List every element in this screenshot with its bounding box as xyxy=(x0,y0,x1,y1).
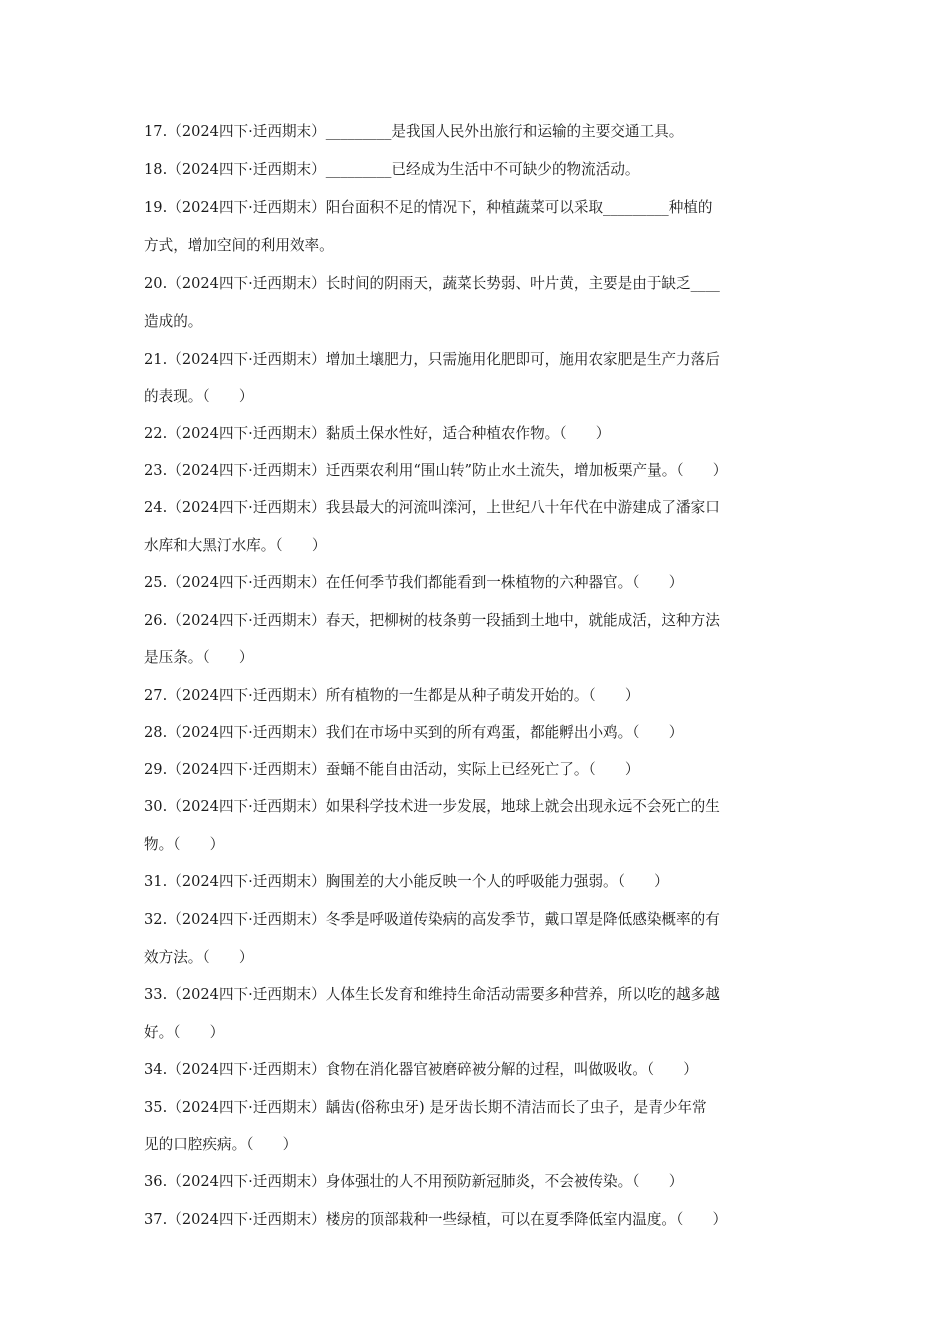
question-first-line xyxy=(144,910,810,930)
question-text: 人体生长发育和维持生命活动需要多种营养，所以吃的越多越 xyxy=(325,986,720,1003)
question-number: 29. xyxy=(144,761,168,778)
question-text: 龋齿(俗称虫牙) 是牙齿长期不清洁而长了虫子，是青少年常 xyxy=(325,1099,707,1116)
question-source: （2024四下·迁西期末） xyxy=(167,351,326,368)
question-text: 所有植物的一生都是从种子萌发开始的。（ ） xyxy=(325,687,640,704)
question-text: 物。（ ） xyxy=(144,836,225,853)
question-text: _________已经成为生活中不可缺少的物流活动。 xyxy=(325,161,640,178)
question-number: 24. xyxy=(144,499,168,516)
question-continuation-line xyxy=(144,236,810,256)
question-first-line xyxy=(144,686,810,706)
question-number: 17. xyxy=(144,123,168,140)
question-continuation-line xyxy=(144,1023,810,1043)
question-source: （2024四下·迁西期末） xyxy=(167,123,326,140)
question-source: （2024四下·迁西期末） xyxy=(167,687,326,704)
question-number: 31. xyxy=(144,873,168,890)
question-number: 37. xyxy=(144,1211,168,1228)
question-number: 27. xyxy=(144,687,168,704)
question-number: 25. xyxy=(144,574,168,591)
question-continuation-line xyxy=(144,387,810,407)
question-source: （2024四下·迁西期末） xyxy=(167,911,326,928)
question-first-line xyxy=(144,424,810,444)
question-number: 28. xyxy=(144,724,168,741)
question-text: 我县最大的河流叫滦河，上世纪八十年代在中游建成了潘家口 xyxy=(325,499,720,516)
question-first-line xyxy=(144,1060,810,1080)
question-source: （2024四下·迁西期末） xyxy=(167,199,326,216)
question-source: （2024四下·迁西期末） xyxy=(167,1099,326,1116)
question-text: 胸围差的大小能反映一个人的呼吸能力强弱。（ ） xyxy=(325,873,669,890)
question-number: 21. xyxy=(144,351,168,368)
question-text: 见的口腔疾病。（ ） xyxy=(144,1136,298,1153)
question-continuation-line xyxy=(144,948,810,968)
question-number: 23. xyxy=(144,462,168,479)
question-source: （2024四下·迁西期末） xyxy=(167,499,326,516)
question-first-line xyxy=(144,797,810,817)
question-first-line xyxy=(144,198,810,218)
question-number: 32. xyxy=(144,911,168,928)
question-first-line xyxy=(144,274,810,294)
question-first-line xyxy=(144,760,810,780)
question-number: 19. xyxy=(144,199,168,216)
question-number: 18. xyxy=(144,161,168,178)
question-source: （2024四下·迁西期末） xyxy=(167,724,326,741)
question-first-line xyxy=(144,611,810,631)
question-number: 35. xyxy=(144,1099,168,1116)
question-source: （2024四下·迁西期末） xyxy=(167,425,326,442)
question-first-line xyxy=(144,872,810,892)
question-first-line xyxy=(144,1210,810,1230)
question-continuation-line xyxy=(144,835,810,855)
question-text: 冬季是呼吸道传染病的高发季节，戴口罩是降低感染概率的有 xyxy=(325,911,720,928)
question-text: 造成的。 xyxy=(144,313,203,330)
question-number: 20. xyxy=(144,275,168,292)
question-text: 身体强壮的人不用预防新冠肺炎，不会被传染。（ ） xyxy=(325,1173,684,1190)
question-first-line xyxy=(144,573,810,593)
question-source: （2024四下·迁西期末） xyxy=(167,275,326,292)
question-source: （2024四下·迁西期末） xyxy=(167,612,326,629)
question-source: （2024四下·迁西期末） xyxy=(167,798,326,815)
question-first-line xyxy=(144,723,810,743)
question-source: （2024四下·迁西期末） xyxy=(167,761,326,778)
question-first-line xyxy=(144,498,810,518)
question-text: 我们在市场中买到的所有鸡蛋，都能孵出小鸡。（ ） xyxy=(325,724,684,741)
question-number: 36. xyxy=(144,1173,168,1190)
question-source: （2024四下·迁西期末） xyxy=(167,1211,326,1228)
question-text: 食物在消化器官被磨碎被分解的过程，叫做吸收。（ ） xyxy=(325,1061,698,1078)
question-text: 方式，增加空间的利用效率。 xyxy=(144,237,334,254)
question-text: 增加土壤肥力，只需施用化肥即可，施用农家肥是生产力落后 xyxy=(325,351,720,368)
question-first-line xyxy=(144,1172,810,1192)
question-text: 黏质土保水性好，适合种植农作物。（ ） xyxy=(325,425,611,442)
question-text: 如果科学技术进一步发展，地球上就会出现永远不会死亡的生 xyxy=(325,798,720,815)
question-source: （2024四下·迁西期末） xyxy=(167,462,326,479)
question-text: 水库和大黑汀水库。（ ） xyxy=(144,537,327,554)
question-first-line xyxy=(144,461,810,481)
question-source: （2024四下·迁西期末） xyxy=(167,574,326,591)
question-number: 22. xyxy=(144,425,168,442)
question-text: 是压条。（ ） xyxy=(144,649,254,666)
question-first-line xyxy=(144,350,810,370)
question-text: _________是我国人民外出旅行和运输的主要交通工具。 xyxy=(325,123,684,140)
question-text: 好。（ ） xyxy=(144,1024,225,1041)
question-text: 楼房的顶部栽种一些绿植，可以在夏季降低室内温度。（ ） xyxy=(325,1211,728,1228)
question-source: （2024四下·迁西期末） xyxy=(167,873,326,890)
question-source: （2024四下·迁西期末） xyxy=(167,986,326,1003)
question-number: 30. xyxy=(144,798,168,815)
question-text: 效方法。（ ） xyxy=(144,949,254,966)
question-text: 的表现。（ ） xyxy=(144,388,254,405)
question-first-line xyxy=(144,985,810,1005)
question-text: 长时间的阴雨天，蔬菜长势弱、叶片黄，主要是由于缺乏____ xyxy=(325,275,720,292)
question-text: 迁西栗农利用“围山转”防止水土流失，增加板栗产量。（ ） xyxy=(325,462,728,479)
question-continuation-line xyxy=(144,1135,810,1155)
question-text: 春天，把柳树的枝条剪一段插到土地中，就能成活，这种方法 xyxy=(325,612,720,629)
question-text: 在任何季节我们都能看到一株植物的六种器官。（ ） xyxy=(325,574,684,591)
question-continuation-line xyxy=(144,648,810,668)
question-continuation-line xyxy=(144,536,810,556)
question-first-line xyxy=(144,160,810,180)
question-text: 蚕蛹不能自由活动，实际上已经死亡了。（ ） xyxy=(325,761,640,778)
question-source: （2024四下·迁西期末） xyxy=(167,1173,326,1190)
question-first-line xyxy=(144,122,810,142)
question-number: 34. xyxy=(144,1061,168,1078)
question-number: 33. xyxy=(144,986,168,1003)
question-first-line xyxy=(144,1098,810,1118)
question-source: （2024四下·迁西期末） xyxy=(167,161,326,178)
question-continuation-line xyxy=(144,312,810,332)
question-source: （2024四下·迁西期末） xyxy=(167,1061,326,1078)
question-number: 26. xyxy=(144,612,168,629)
question-text: 阳台面积不足的情况下，种植蔬菜可以采取_________种植的 xyxy=(325,199,713,216)
